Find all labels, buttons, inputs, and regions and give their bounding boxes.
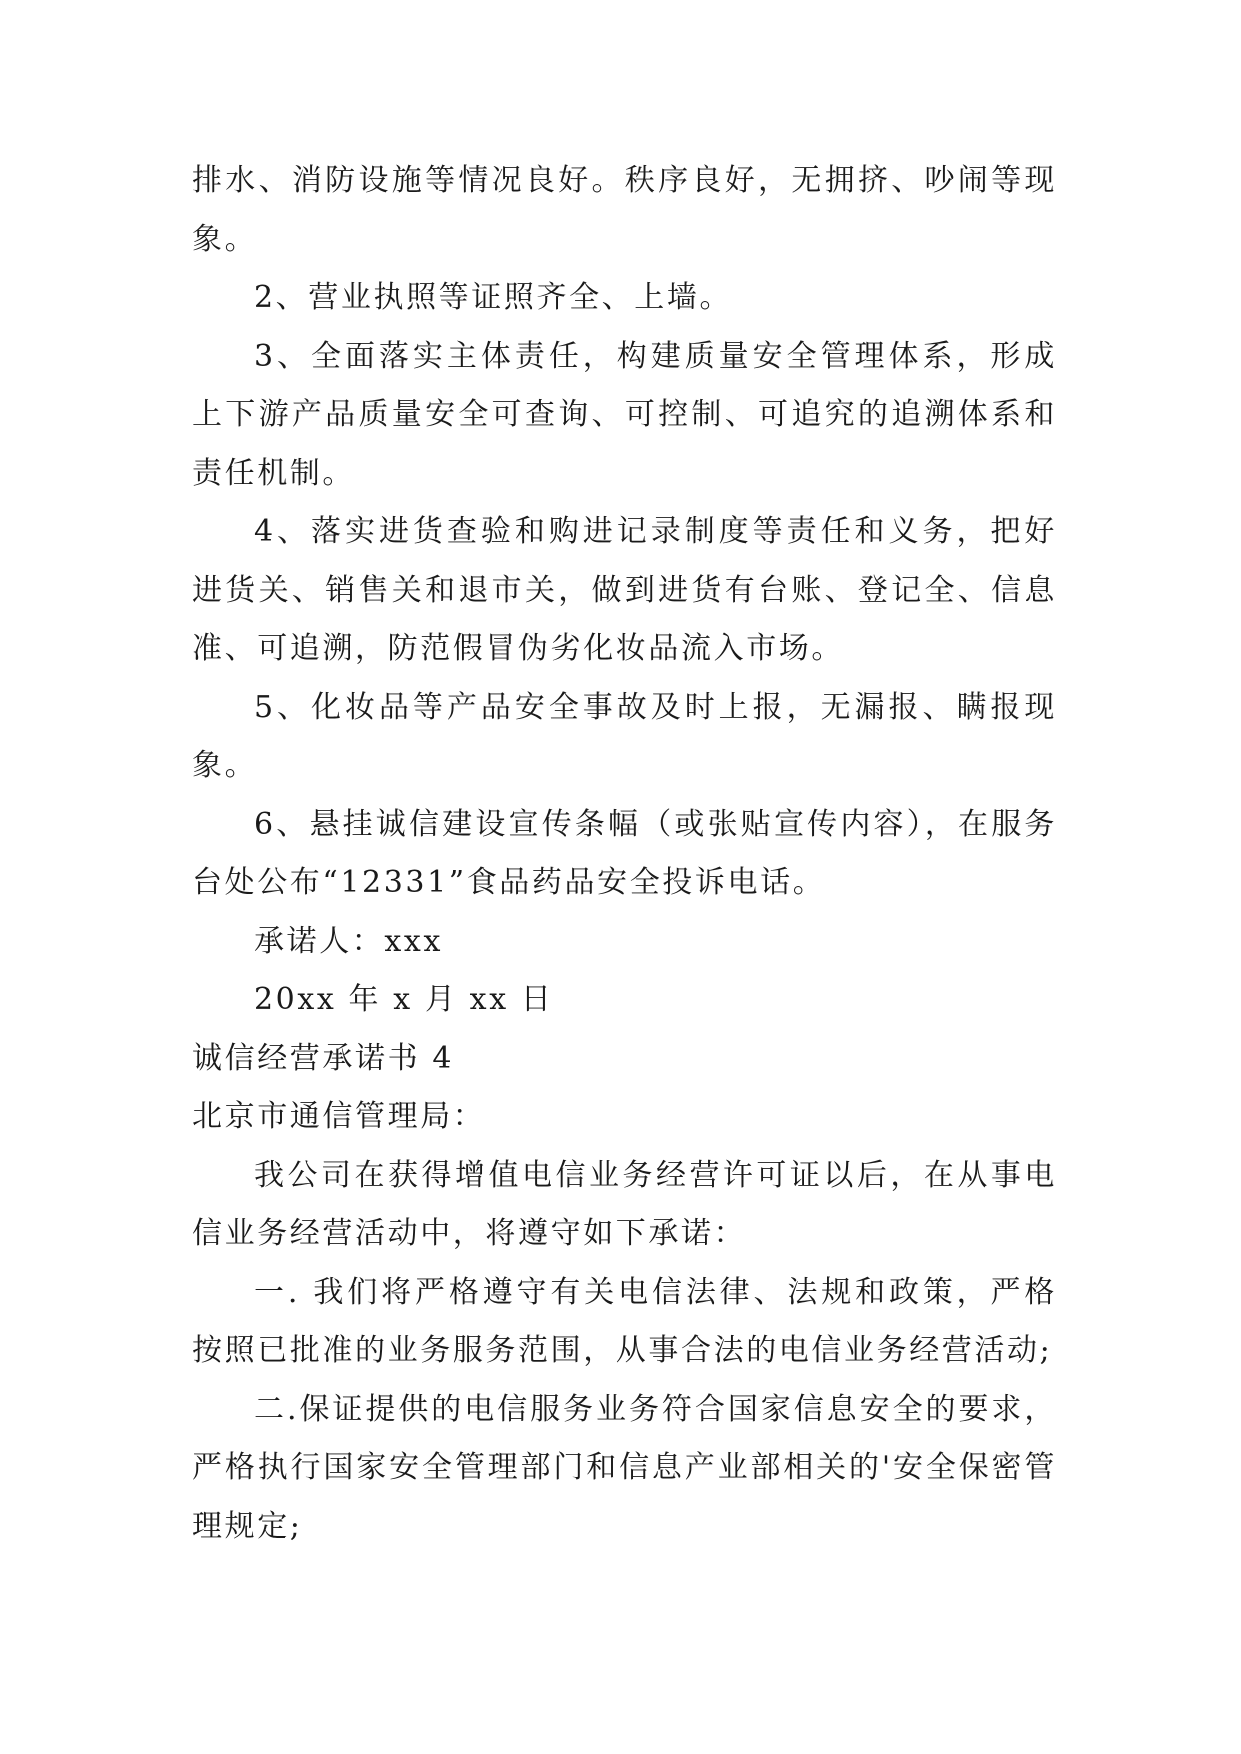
- addressee-line: 北京市通信管理局：: [192, 1099, 486, 1134]
- commitment-item-1: 一. 我们将严格遵守有关电信法律、法规和政策，严格按照已批准的业务服务范围，从事合法的电信业务经营活动;: [192, 1274, 1057, 1368]
- date-line: 20xx 年 x 月 xx 日: [254, 982, 554, 1017]
- signatory-line: 承诺人：xxx: [254, 923, 443, 959]
- section-title: 诚信经营承诺书 4: [192, 1040, 455, 1076]
- paragraph-item-3: 3、全面落实主体责任，构建质量安全管理体系，形成上下游产品质量安全可查询、可控制、可追究的追溯体系和责任机制。: [192, 338, 1057, 491]
- paragraph-item-4: 4、落实进货查验和购进记录制度等责任和义务，把好进货关、销售关和退市关，做到进货有台账、登记全、信息准、可追溯，防范假冒伪劣化妆品流入市场。: [192, 514, 1057, 666]
- paragraph-item-6: 6、悬挂诚信建设宣传条幅（或张贴宣传内容），在服务台处公布“12331”食品药品安全投诉电话。: [192, 806, 1057, 900]
- document-body: [192, 152, 1057, 1556]
- paragraph-item-5: 5、化妆品等产品安全事故及时上报，无漏报、瞒报现象。: [192, 689, 1057, 783]
- commitment-item-2: 二.保证提供的电信服务业务符合国家信息安全的要求，严格执行国家安全管理部门和信息产业部相关的'安全保密管理规定;: [192, 1391, 1057, 1544]
- paragraph-item-2: 2、营业执照等证照齐全、上墙。: [254, 280, 733, 315]
- paragraph-continuation: 排水、消防设施等情况良好。秩序良好，无拥挤、吵闹等现象。: [192, 163, 1057, 257]
- intro-paragraph: 我公司在获得增值电信业务经营许可证以后，在从事电信业务经营活动中，将遵守如下承诺：: [192, 1157, 1057, 1251]
